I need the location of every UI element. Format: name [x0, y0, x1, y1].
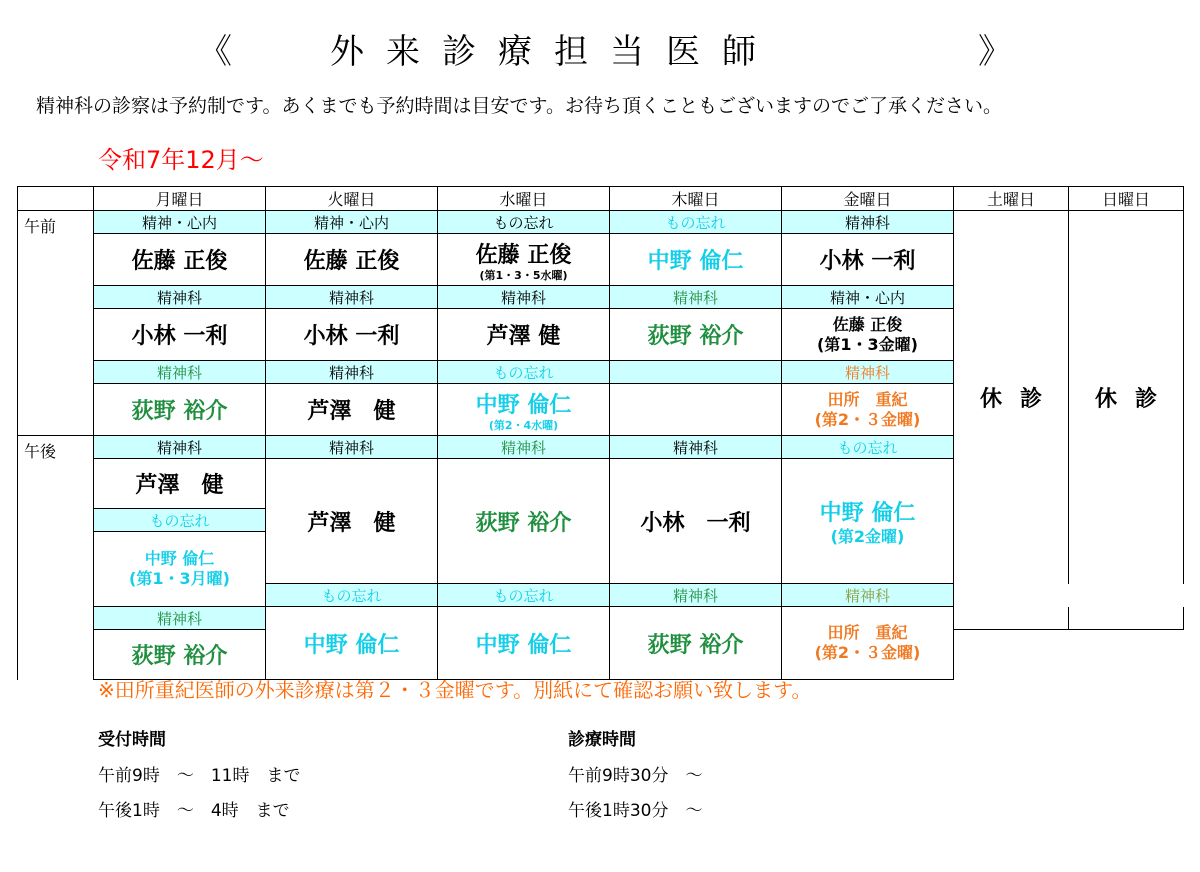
specialty-cell: 精神科	[438, 286, 610, 309]
doctor-cell: 芦澤 健	[94, 459, 266, 509]
doctor-cell	[782, 384, 954, 436]
reception-pm: 午後1時 ～ 4時 まで	[98, 801, 290, 821]
specialty-cell: もの忘れ	[782, 436, 954, 459]
doctor-cell: 芦澤 健	[266, 459, 438, 584]
specialty-cell: 精神科	[438, 436, 610, 459]
day-header: 日曜日	[1069, 187, 1184, 211]
specialty-cell: 精神科	[782, 361, 954, 384]
doctor-cell: 荻野 裕介	[94, 630, 266, 680]
specialty-cell: 精神科	[266, 436, 438, 459]
schedule-table	[17, 186, 1184, 680]
appointment-notice: 精神科の診察は予約制です。あくまでも予約時間は目安です。お待ち頂くこともございますのでご了承ください。	[36, 95, 1002, 117]
pm-label: 午後	[18, 436, 94, 680]
day-header: 水曜日	[438, 187, 610, 211]
specialty-cell: 精神科	[94, 361, 266, 384]
day-header: 木曜日	[610, 187, 782, 211]
doctor-cell	[782, 607, 954, 680]
doctor-cell: 中野 倫仁	[438, 607, 610, 680]
doctor-cell: 中野 倫仁	[266, 607, 438, 680]
doctor-cell: 荻野 裕介	[610, 309, 782, 361]
sunday-closed-tail	[1069, 607, 1184, 630]
day-header: 月曜日	[94, 187, 266, 211]
doctor-cell: 中野 倫仁	[610, 234, 782, 286]
doctor-name: 佐藤 正俊	[832, 314, 903, 334]
reception-am: 午前9時 ～ 11時 まで	[98, 766, 301, 786]
footnote: ※田所重紀医師の外来診療は第２・３金曜です。別紙にて確認お願い致します。	[98, 678, 812, 702]
am-label: 午前	[18, 211, 94, 436]
saturday-closed: 休診	[954, 211, 1069, 584]
specialty-cell: 精神科	[266, 286, 438, 309]
doctor-cell: 芦澤 健	[266, 384, 438, 436]
doctor-note: (第1・3・5水曜)	[479, 268, 568, 282]
doctor-cell	[782, 309, 954, 361]
doctor-cell	[782, 459, 954, 584]
doctor-cell: 佐藤 正俊	[266, 234, 438, 286]
doctor-cell	[438, 384, 610, 436]
doctor-note: (第1・3月曜)	[129, 569, 230, 588]
doctor-name: 中野 倫仁	[475, 392, 572, 418]
doctor-note: (第2・4水曜)	[488, 418, 559, 432]
doctor-note: (第2・３金曜)	[814, 643, 921, 662]
specialty-cell: 精神科	[610, 286, 782, 309]
title-bracket-close: 》	[978, 32, 1012, 72]
doctor-cell: 小林 一利	[94, 309, 266, 361]
specialty-cell: もの忘れ	[266, 584, 438, 607]
specialty-cell: 精神・心内	[94, 211, 266, 234]
specialty-cell: 精神科	[610, 436, 782, 459]
doctor-name: 佐藤 正俊	[475, 242, 572, 268]
consultation-am: 午前9時30分 ～	[568, 766, 703, 786]
doctor-name: 田所 重紀	[827, 623, 908, 642]
saturday-closed-tail	[954, 607, 1069, 630]
doctor-cell: 芦澤 健	[438, 309, 610, 361]
specialty-cell: 精神科	[266, 361, 438, 384]
sunday-closed: 休診	[1069, 211, 1184, 584]
day-header: 土曜日	[954, 187, 1069, 211]
specialty-cell: 精神科	[610, 584, 782, 607]
specialty-cell: もの忘れ	[438, 361, 610, 384]
specialty-cell: 精神・心内	[266, 211, 438, 234]
doctor-name: 中野 倫仁	[144, 549, 215, 568]
reception-hours-label: 受付時間	[98, 730, 166, 750]
doctor-cell: 小林 一利	[782, 234, 954, 286]
day-header: 火曜日	[266, 187, 438, 211]
title-bracket-open: 《	[198, 32, 232, 72]
empty-cell	[610, 384, 782, 436]
doctor-note: (第2金曜)	[830, 526, 905, 546]
doctor-note: (第1・3金曜)	[817, 334, 918, 354]
consultation-hours-label: 診療時間	[568, 730, 636, 750]
specialty-cell: もの忘れ	[438, 584, 610, 607]
doctor-cell: 荻野 裕介	[94, 384, 266, 436]
page-title: 外来診療担当医師	[330, 32, 778, 72]
specialty-cell: 精神科	[94, 286, 266, 309]
specialty-cell: もの忘れ	[94, 509, 266, 532]
specialty-cell: 精神科	[782, 584, 954, 607]
doctor-cell	[94, 532, 266, 607]
consultation-pm: 午後1時30分 ～	[568, 801, 703, 821]
specialty-cell: 精神・心内	[782, 286, 954, 309]
day-header: 金曜日	[782, 187, 954, 211]
doctor-cell: 小林 一利	[266, 309, 438, 361]
doctor-cell: 小林 一利	[610, 459, 782, 584]
specialty-cell: もの忘れ	[438, 211, 610, 234]
corner-cell	[18, 187, 94, 211]
specialty-cell: もの忘れ	[610, 211, 782, 234]
specialty-cell: 精神科	[94, 607, 266, 630]
specialty-cell	[610, 361, 782, 384]
doctor-cell: 佐藤 正俊	[94, 234, 266, 286]
doctor-cell	[438, 234, 610, 286]
doctor-cell: 荻野 裕介	[610, 607, 782, 680]
specialty-cell: 精神科	[94, 436, 266, 459]
doctor-name: 田所 重紀	[827, 389, 908, 409]
doctor-note: (第2・３金曜)	[814, 409, 921, 429]
effective-period: 令和7年12月～	[98, 146, 264, 174]
specialty-cell: 精神科	[782, 211, 954, 234]
doctor-name: 中野 倫仁	[819, 500, 916, 526]
doctor-cell: 荻野 裕介	[438, 459, 610, 584]
